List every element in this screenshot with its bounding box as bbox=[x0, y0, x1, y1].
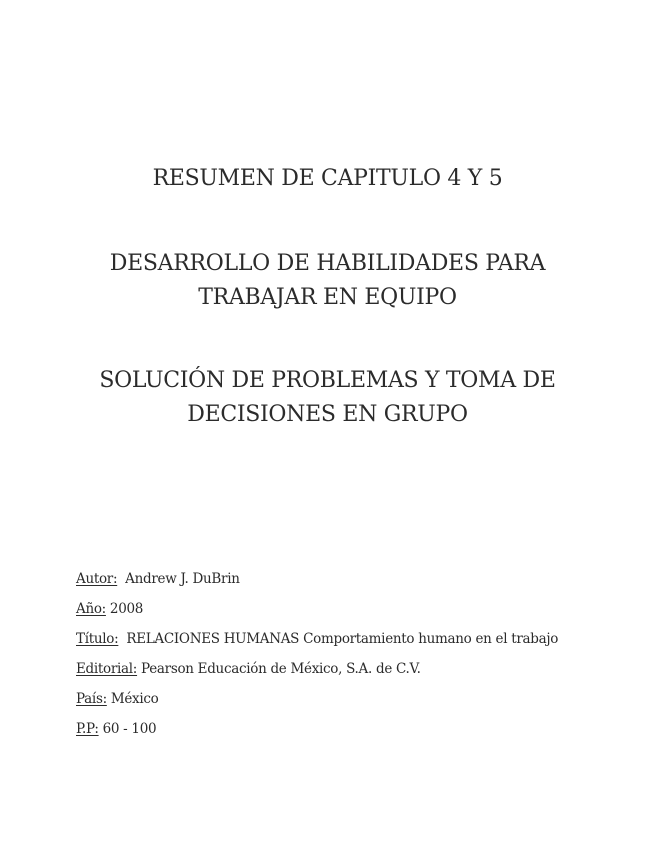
meta-value-pais: México bbox=[106, 691, 159, 707]
meta-row-autor bbox=[76, 566, 636, 596]
meta-label-autor: Autor: bbox=[76, 571, 118, 587]
meta-row-editorial bbox=[76, 656, 636, 686]
meta-value-pp: 60 - 100 bbox=[98, 721, 157, 737]
meta-row-titulo bbox=[76, 626, 636, 656]
title-solucion-line-1: SOLUCIÓN DE PROBLEMAS Y TOMA DE bbox=[99, 368, 556, 393]
meta-row-pp bbox=[76, 716, 636, 746]
meta-value-titulo: RELACIONES HUMANAS Comportamiento humano en el trabajo bbox=[118, 631, 559, 647]
meta-label-editorial: Editorial: bbox=[76, 661, 138, 677]
title-desarrollo-line-1: DESARROLLO DE HABILIDADES PARA bbox=[109, 251, 546, 276]
meta-value-autor: Andrew J. DuBrin bbox=[117, 571, 240, 587]
meta-value-anio: 2008 bbox=[105, 601, 144, 617]
meta-label-pp: P.P: bbox=[76, 721, 99, 737]
title-resumen bbox=[0, 162, 655, 196]
meta-row-pais bbox=[76, 686, 636, 716]
title-solucion bbox=[0, 364, 655, 432]
title-solucion-line-2: DECISIONES EN GRUPO bbox=[187, 402, 468, 427]
meta-value-editorial: Pearson Educación de México, S.A. de C.V. bbox=[137, 661, 421, 677]
title-resumen-text: RESUMEN DE CAPITULO 4 Y 5 bbox=[152, 166, 503, 191]
meta-label-pais: País: bbox=[76, 691, 107, 707]
meta-label-anio: Año: bbox=[76, 601, 106, 617]
bibliographic-metadata bbox=[76, 566, 636, 746]
title-desarrollo-line-2: TRABAJAR EN EQUIPO bbox=[198, 285, 457, 310]
title-desarrollo bbox=[0, 247, 655, 315]
meta-label-titulo: Título: bbox=[76, 631, 119, 647]
meta-row-anio bbox=[76, 596, 636, 626]
